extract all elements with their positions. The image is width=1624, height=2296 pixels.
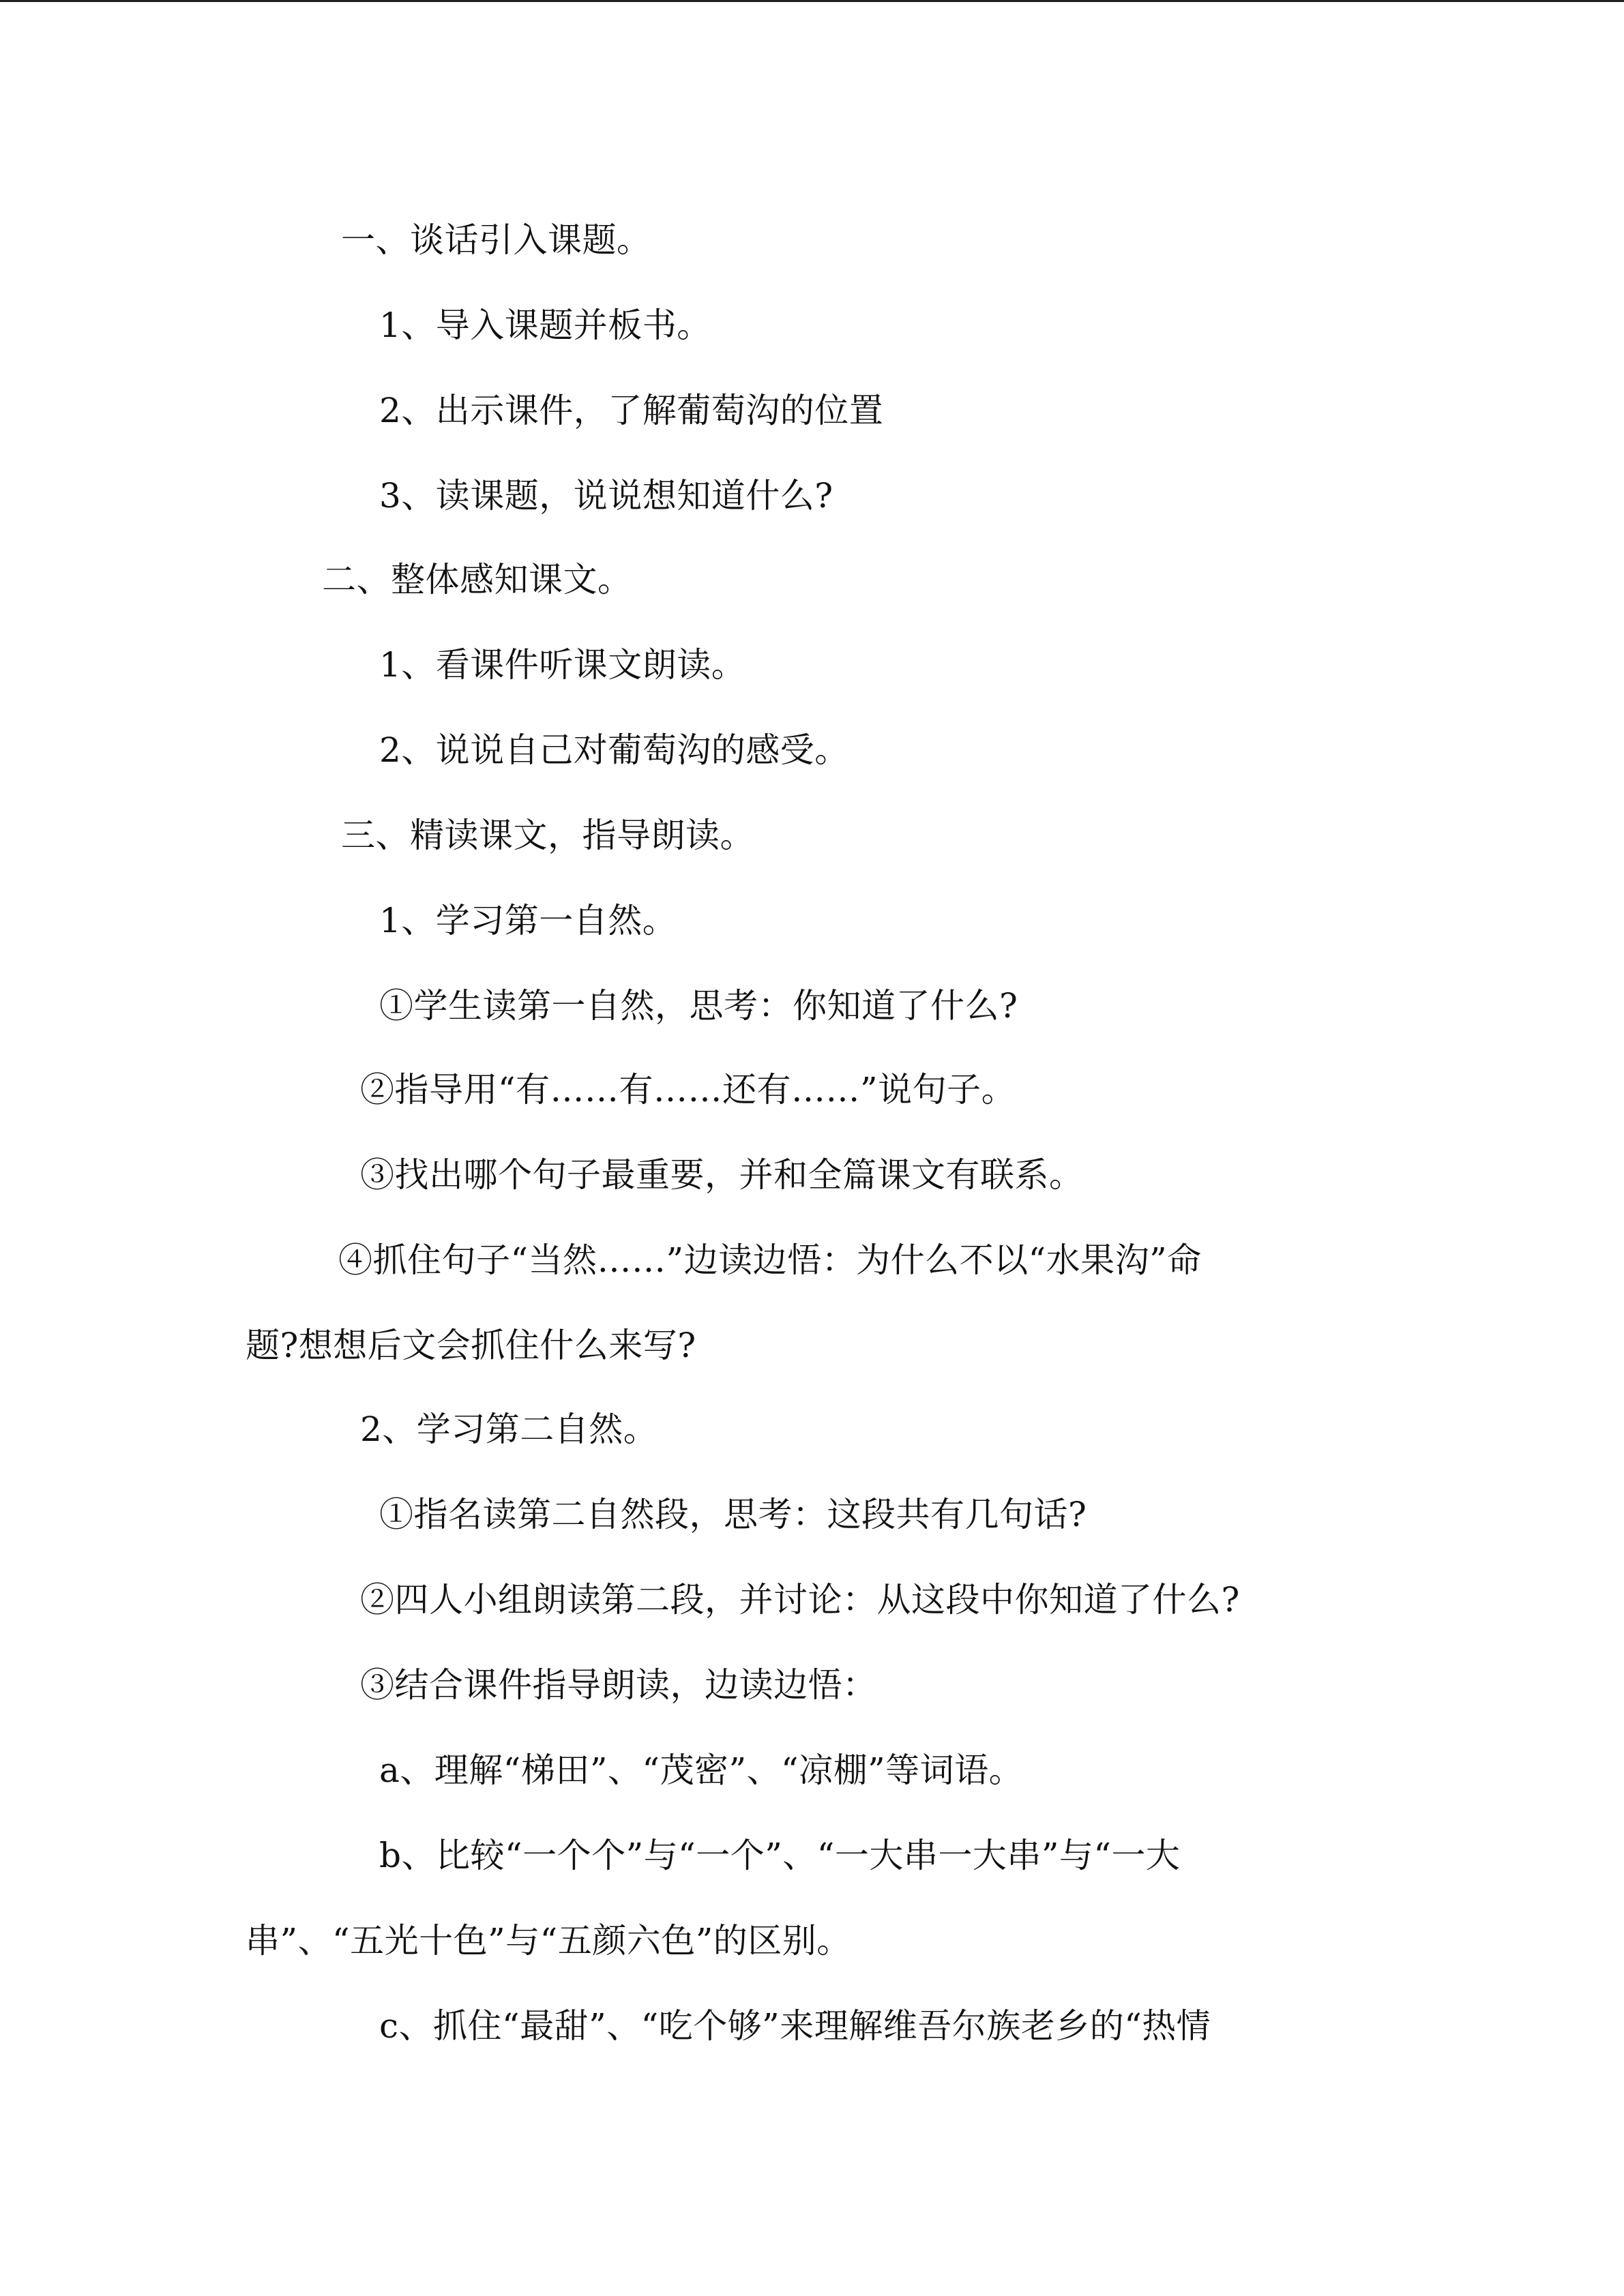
- list-item: ①学生读第一自然，思考：你知道了什么?: [379, 986, 1018, 1026]
- list-item: 3、读课题，说说想知道什么?: [379, 476, 833, 516]
- list-item: ③结合课件指导朗读，边读边悟：: [360, 1665, 877, 1705]
- list-item: ②四人小组朗读第二段，并讨论：从这段中你知道了什么?: [360, 1580, 1240, 1620]
- list-item: 2、学习第二自然。: [360, 1410, 658, 1449]
- paragraph-line: 串”、“五光十色”与“五颜六色”的区别。: [246, 1921, 851, 1960]
- list-item: ②指导用“有……有……还有……”说句子。: [360, 1070, 1016, 1109]
- paragraph-line: b、比较“一个个”与“一个”、“一大串一大串”与“一大: [379, 1836, 1181, 1875]
- paragraph-line: c、抓住“最甜”、“吃个够”来理解维吾尔族老乡的“热情: [379, 2006, 1211, 2046]
- list-item: a、理解“梯田”、“茂密”、“凉棚”等词语。: [379, 1750, 1024, 1790]
- list-item: 1、学习第一自然。: [379, 901, 677, 940]
- list-item: 2、出示课件，了解葡萄沟的位置: [379, 391, 884, 430]
- paragraph-line: 题?想想后文会抓住什么来写?: [246, 1326, 696, 1365]
- paragraph-line: ④抓住句子“当然……”边读边悟：为什么不以“水果沟”命: [338, 1240, 1202, 1280]
- list-item: ③找出哪个句子最重要，并和全篇课文有联系。: [360, 1155, 1084, 1195]
- list-item: 1、导入课题并板书。: [379, 305, 711, 345]
- section-heading-3: 三、精读课文，指导朗读。: [341, 816, 754, 855]
- section-heading-1: 一、谈话引入课题。: [341, 220, 651, 260]
- list-item: 2、说说自己对葡萄沟的感受。: [379, 730, 849, 770]
- list-item: 1、看课件听课文朗读。: [379, 645, 746, 685]
- section-heading-2: 二、整体感知课文。: [322, 560, 632, 599]
- list-item: ①指名读第二自然段，思考：这段共有几句话?: [379, 1495, 1087, 1534]
